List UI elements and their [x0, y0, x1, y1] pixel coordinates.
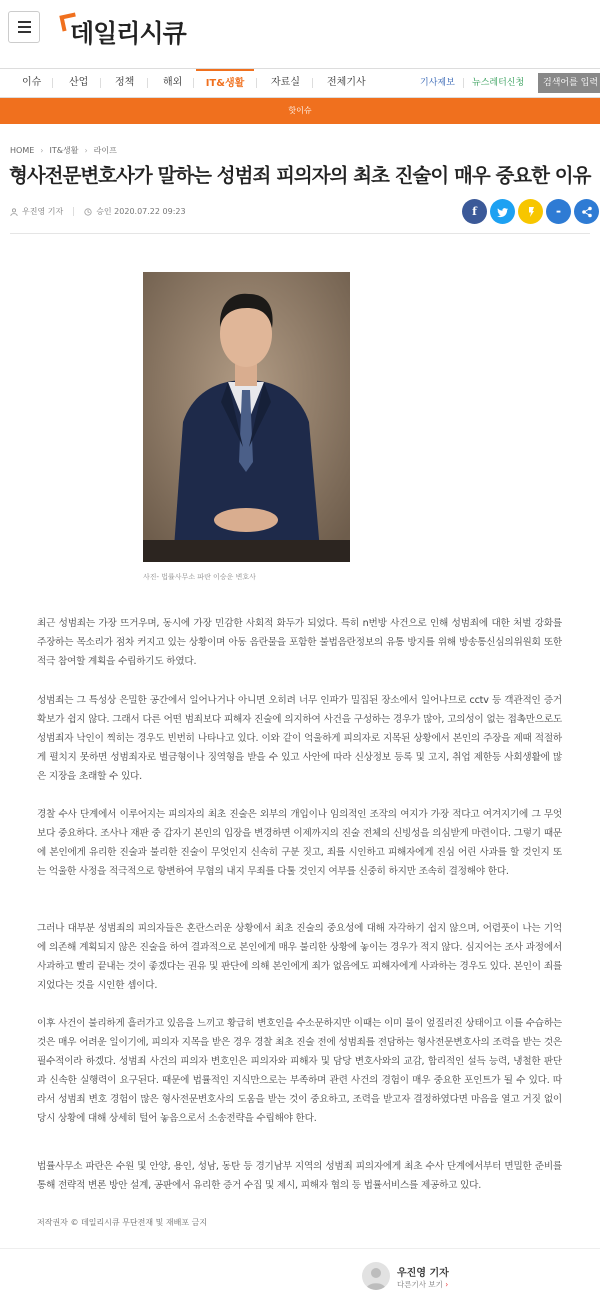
- more-share-button[interactable]: [574, 199, 599, 224]
- chevron-right-icon: ›: [445, 1280, 449, 1289]
- user-avatar-icon: [362, 1262, 390, 1290]
- menu-button[interactable]: [8, 11, 40, 43]
- nav-item-all-articles[interactable]: 전체기사: [327, 77, 366, 88]
- facebook-icon: f: [472, 205, 477, 218]
- author-box-name: 우진영 기자: [397, 1268, 449, 1279]
- article-title: 형사전문변호사가 말하는 성범죄 피의자의 최초 진술이 매우 중요한 이유: [9, 164, 591, 187]
- hamburger-icon: [18, 21, 31, 23]
- article-date: 승인 2020.07.22 09:23: [96, 207, 186, 216]
- nav-item-archive[interactable]: 자료실: [271, 77, 300, 88]
- breadcrumb-section[interactable]: IT&생활: [49, 146, 79, 155]
- search-input[interactable]: 검색어를 입력: [538, 73, 600, 93]
- other-articles-link[interactable]: [397, 1279, 448, 1290]
- article-paragraph: 그러나 대부분 성범죄의 피의자들은 혼란스러운 상황에서 최초 진술의 중요성에 대해 자각하기 쉽지 않으며, 어렴풋이 나는 기억에 의존해 계획되지 않은 진술을 하여 결과적으로 본인에게 매우 불리한 상황에 놓이는 경우가 적지 않다. 심지어는 조사 과정에서 사과하고 빨리 끝내는 것이 좋겠다는 권유 및 판단에 의해 본인에게 죄가 없음에도 피해자에게 사과하는 경우도 있다. 본인이 죄를 지었다는 것을 시인한 셈이다.: [37, 923, 562, 991]
- photo-caption: 사진- 법률사무소 파란 이승운 변호사: [143, 573, 256, 581]
- article-paragraph: 법률사무소 파란은 수원 및 안양, 용인, 성남, 동탄 등 경기남부 지역의 성범죄 피의자에게 최초 수사 단계에서부터 면밀한 준비를 통해 전략적 변론 방안 설계, 공판에서 유리한 증거 수집 및 제시, 피해자 협의 등 법률서비스를 제공하고 있다.: [37, 1161, 562, 1191]
- article-paragraph: 성범죄는 그 특성상 은밀한 공간에서 일어나거나 아니면 오히려 너무 인파가 밀집된 장소에서 일어나므로 cctv 등 객관적인 증거 확보가 쉽지 않다. 그래서 다른 어떤 범죄보다 피해자 진술에 의지하여 사건을 구성하는 경우가 많아, 고의성이 없는 접촉만으로도 성범죄자 낙인이 찍히는 경우도 빈번히 나타나고 있다. 이와 같이 억울하게 피의자로 지목된 상황에서 본인의 주장을 제때 적절하게 펼치지 못하면 성범죄자로 벌금형이나 징역형을 받을 수 있고 사안에 따라 신상정보 등록 및 고지, 취업 제한등 사회생활에 많은 지장을 초래할 수 있다.: [37, 695, 562, 782]
- site-header: [0, 0, 600, 68]
- kakao-share-button[interactable]: [518, 199, 543, 224]
- site-logo[interactable]: [58, 12, 186, 52]
- twitter-icon: [497, 206, 509, 218]
- nav-item-policy[interactable]: 정책: [115, 77, 135, 88]
- article-author[interactable]: 우진영 기자: [22, 207, 64, 216]
- article-paragraph: 이후 사건이 불리하게 흘러가고 있음을 느끼고 황급히 변호인을 수소문하지만 이때는 이미 물이 엎질러진 상태이고 이를 수습하는 것은 매우 어려운 일이기에, 피의자 지목을 받은 경우 경찰 최초 진술 전에 성범죄를 전담하는 형사전문변호사의 조력을 받는 것은 필수적이라 하겠다. 성범죄 사건의 피의자 변호인은 피의자와 피해자 및 담당 변호사와의 교감, 합리적인 설득 능력, 냉철한 판단과 신속한 실행력이 요구된다. 때문에 법률적인 지식만으로는 부족하며 관련 사건의 경험이 매우 중요한 포인트가 될 수 있다. 따라서 성범죄 변호 경험이 많은 형사전문변호사의 도움을 받는 것이 중요하고, 조력을 받고자 결정하였다면 마음을 열고 거짓 없이 당시 상황에 대해 상세히 털어 놓음으로서 소송전략을 수립해야 한다.: [37, 1018, 562, 1124]
- breadcrumb-home[interactable]: HOME: [10, 146, 35, 155]
- nav-item-issue[interactable]: 이슈: [22, 77, 42, 88]
- logo-text: 데일리시큐: [70, 19, 186, 48]
- other-articles-label: 다른기사 보기: [397, 1280, 443, 1289]
- facebook-share-button[interactable]: [462, 199, 487, 224]
- hot-issue-bar: [0, 98, 600, 124]
- nav-item-industry[interactable]: 산업: [69, 77, 89, 88]
- article-meta: [10, 206, 186, 217]
- chevron-right-icon: ›: [40, 146, 44, 155]
- main-nav: [0, 68, 600, 98]
- hot-issue-label[interactable]: 핫이슈: [288, 106, 312, 115]
- copyright-notice: 저작권자 © 데일리시큐 무단전재 및 재배포 금지: [37, 1218, 208, 1227]
- chevron-right-icon: ›: [84, 146, 88, 155]
- nav-item-it-life[interactable]: IT&생활: [196, 69, 254, 97]
- breadcrumb-subsection[interactable]: 라이프: [93, 146, 117, 155]
- nav-item-overseas[interactable]: 해외: [163, 77, 183, 88]
- avatar[interactable]: [362, 1262, 390, 1290]
- band-share-button[interactable]: [546, 199, 571, 224]
- newsletter-link[interactable]: 뉴스레터신청: [472, 78, 525, 88]
- lawyer-portrait-image: [143, 272, 350, 562]
- clock-icon: [84, 208, 92, 216]
- person-icon: [10, 208, 18, 216]
- kakao-story-icon: [526, 206, 536, 218]
- twitter-share-button[interactable]: [490, 199, 515, 224]
- breadcrumb: [10, 145, 117, 156]
- article-paragraph: 최근 성범죄는 가장 뜨거우며, 동시에 가장 민감한 사회적 화두가 되었다. 특히 n번방 사건으로 인해 성범죄에 대한 처벌 강화를 주장하는 목소리가 점차 커지고 있는 상황이며 아동 음란물을 포함한 불법음란정보의 유통 방지를 위해 방송통신심의위원회 또한 적극 참여할 계획을 수립하기도 하였다.: [37, 618, 562, 667]
- article-paragraph: 경찰 수사 단계에서 이루어지는 피의자의 최초 진술은 외부의 개입이나 임의적인 조작의 여지가 가장 적다고 여겨지기에 그 무엇보다 중요하다. 조사나 재판 중 갑자기 본인의 입장을 변경하면 이제까지의 진술 전체의 신빙성을 의심받게 마련이다. 그렇기 때문에 본인에게 유리한 진술과 불리한 진술이 무엇인지 신속히 구분 짓고, 죄를 시인하고 피해자에게 진심 어린 사과를 할 것인지 또는 억울한 사정을 적극적으로 항변하여 무혐의 내지 무죄를 다툴 것인지 여부를 신중히 하지만 조속히 결정해야 한다.: [37, 809, 562, 877]
- tip-link[interactable]: 기사제보: [420, 78, 455, 88]
- share-icon: [581, 206, 593, 218]
- band-icon: ▬: [556, 208, 561, 215]
- article-photo[interactable]: [143, 272, 350, 562]
